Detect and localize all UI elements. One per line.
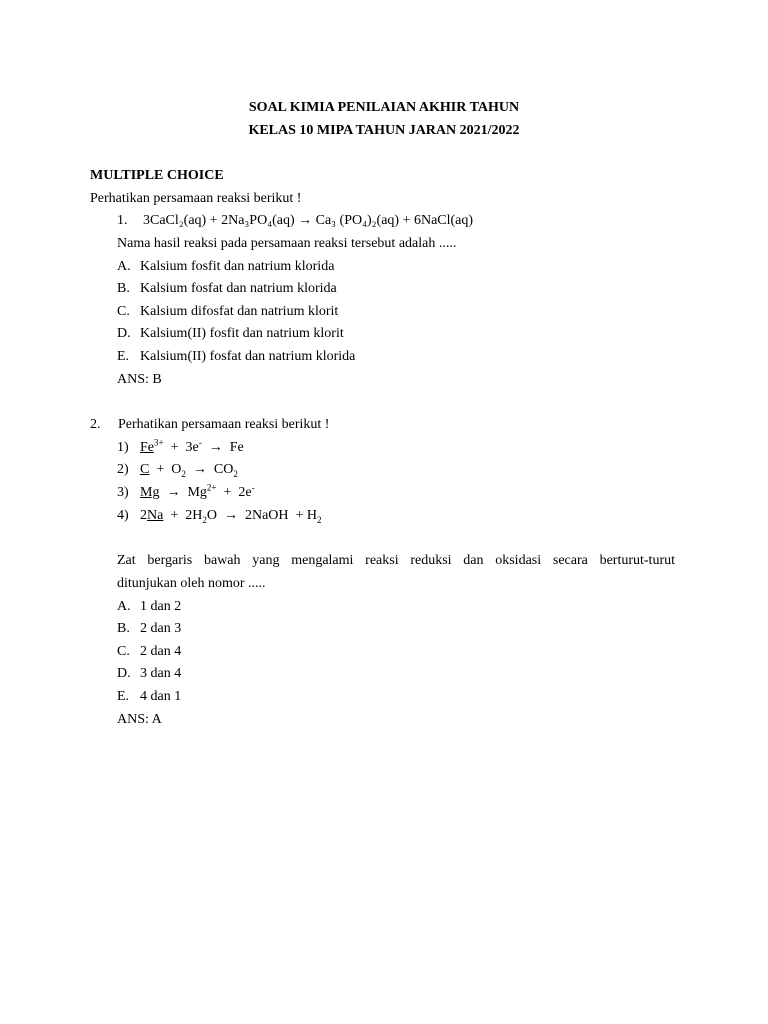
- option-text: Kalsium fosfit dan natrium klorida: [140, 259, 335, 274]
- option-text: 4 dan 1: [140, 689, 182, 704]
- reaction-text: $C + O_2 \to CO_2$: [140, 462, 238, 479]
- q1-option-d: [117, 323, 344, 346]
- q2-reaction-4: [117, 505, 322, 528]
- q1-equation-line: [117, 210, 473, 233]
- option-text: 3 dan 4: [140, 666, 182, 681]
- q1-option-a: [117, 256, 334, 279]
- reaction-number: 3): [117, 485, 129, 500]
- option-letter: D.: [117, 326, 131, 341]
- reaction-text: $2Na + 2H_2O$ → 2NaOH + $H_2$: [140, 508, 322, 525]
- document-title-line1: SOAL KIMIA PENILAIAN AKHIR TAHUN: [248, 100, 520, 115]
- q2-question-line2: ditunjukan oleh nomor .....: [117, 575, 266, 591]
- q2-reaction-1: [117, 437, 244, 460]
- option-text: 2 dan 3: [140, 621, 182, 636]
- q2-question: [117, 550, 675, 595]
- q1-option-c: [117, 301, 338, 324]
- answer-value: A: [151, 712, 162, 727]
- q2-reaction-3: [117, 482, 255, 505]
- option-text: Kalsium(II) fosfit dan natrium klorit: [140, 326, 344, 341]
- reaction-text: $Mg \to Mg^{2+} + 2e^-$: [140, 482, 255, 500]
- q2-number: 2.: [90, 417, 101, 432]
- q2-option-c: [117, 641, 181, 664]
- document-title-line2: KELAS 10 MIPA TAHUN JARAN 2021/2022: [248, 123, 520, 138]
- q1-question: Nama hasil reaksi pada persamaan reaksi tersebut adalah .....: [117, 236, 457, 251]
- option-text: Kalsium difosfat dan natrium klorit: [140, 304, 339, 319]
- q2-question-line1: Zat bergaris bawah yang mengalami reaksi reduksi dan oksidasi secara berturut-turut: [117, 553, 675, 568]
- q2-option-e: [117, 686, 181, 709]
- q1-answer: [117, 369, 162, 392]
- option-letter: C.: [117, 304, 130, 319]
- q2-option-d: [117, 663, 181, 686]
- q2-answer: [117, 709, 162, 732]
- q1-option-b: [117, 278, 337, 301]
- option-letter: C.: [117, 644, 130, 659]
- reaction-number: 4): [117, 508, 129, 523]
- option-letter: B.: [117, 621, 130, 636]
- q2-intro-line: [90, 414, 329, 437]
- q1-option-e: [117, 346, 355, 369]
- section-intro: Perhatikan persamaan reaksi berikut !: [90, 191, 302, 206]
- answer-label: ANS:: [117, 372, 153, 387]
- q2-reaction-2: [117, 459, 238, 482]
- option-letter: B.: [117, 281, 130, 296]
- answer-value: B: [152, 372, 162, 387]
- q2-option-a: [117, 596, 181, 619]
- option-letter: A.: [117, 599, 131, 614]
- q1-equation: 3CaCl₂(aq) + 2Na₃PO₄(aq) → Ca₃ (PO₄)₂(aq) + 6NaCl(aq): [143, 213, 474, 228]
- option-text: Kalsium fosfat dan natrium klorida: [140, 281, 337, 296]
- reaction-number: 1): [117, 440, 129, 455]
- reaction-text: $Fe^{3+} + 3e^- \to Fe$: [140, 437, 244, 455]
- option-letter: A.: [117, 259, 131, 274]
- reaction-number: 2): [117, 462, 129, 477]
- answer-label: ANS:: [117, 712, 152, 727]
- option-letter: E.: [117, 689, 130, 704]
- q1-number: 1.: [117, 213, 128, 228]
- option-text: Kalsium(II) fosfat dan natrium klorida: [140, 349, 356, 364]
- option-text: 1 dan 2: [140, 599, 182, 614]
- q2-intro: Perhatikan persamaan reaksi berikut !: [118, 417, 330, 432]
- section-heading: MULTIPLE CHOICE: [90, 168, 224, 183]
- option-letter: D.: [117, 666, 131, 681]
- q2-option-b: [117, 618, 181, 641]
- option-text: 2 dan 4: [140, 644, 182, 659]
- option-letter: E.: [117, 349, 130, 364]
